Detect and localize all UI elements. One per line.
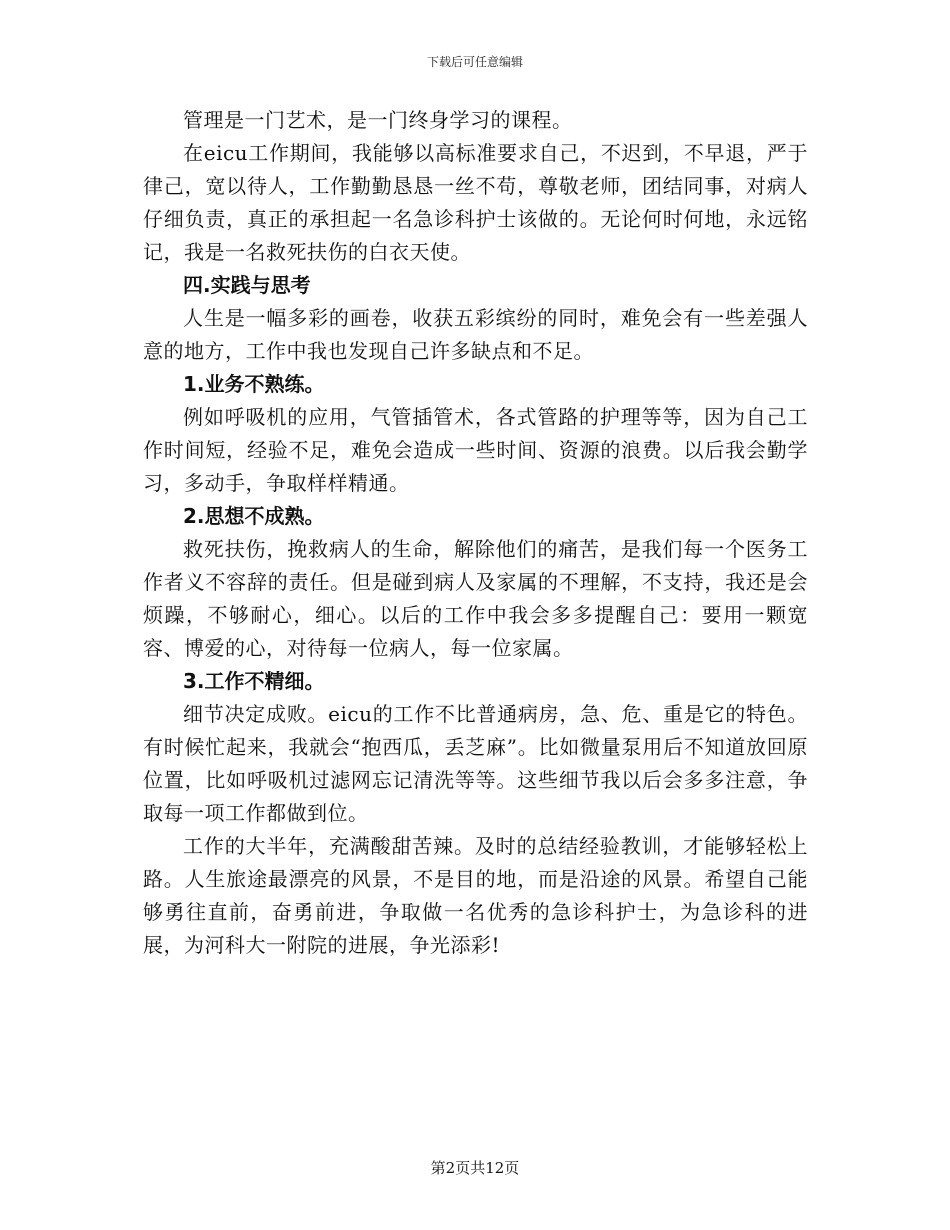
paragraph-rescue: 救死扶伤，挽救病人的生命，解除他们的痛苦，是我们每一个医务工作者义不容辞的责任。但是碰到病人及家属的不理解，不支持，我还是会烦躁，不够耐心，细心。以后的工作中我会多多提醒自己：要用一颗宽容、博爱的心，对待每一位病人，每一位家属。 (143, 537, 808, 660)
document-body (143, 104, 808, 962)
paragraph-management: 管理是一门艺术，是一门终身学习的课程。 (183, 108, 573, 132)
paragraph-details: 细节决定成败。eicu的工作不比普通病房，急、危、重是它的特色。有时候忙起来，我就会“抱西瓜，丢芝麻”。比如微量泵用后不知道放回原位置，比如呼吸机过滤网忘记清洗等等。这些细节我以后会多多注意，争取每一项工作都做到位。 (143, 702, 808, 825)
subheading-detail: 3.工作不精细。 (183, 669, 325, 693)
subheading-business: 1.业务不熟练。 (183, 372, 325, 396)
paragraph-eicu-work: 在eicu工作期间，我能够以高标准要求自己，不迟到，不早退，严于律己，宽以待人，工作勤勤恳恳一丝不苟，尊敬老师，团结同事，对病人仔细负责，真正的承担起一名急诊科护士该做的。无论何时何地，永远铭记，我是一名救死扶伤的白衣天使。 (143, 141, 808, 264)
subheading-thinking: 2.思想不成熟。 (183, 504, 325, 528)
paragraph-summary: 工作的大半年，充满酸甜苦辣。及时的总结经验教训，才能够轻松上路。人生旅途最漂亮的风景，不是目的地，而是沿途的风景。希望自己能够勇往直前，奋勇前进，争取做一名优秀的急诊科护士，为急诊科的进展，为河科大一附院的进展，争光添彩! (143, 834, 808, 957)
header-note: 下载后可任意编辑 (426, 55, 523, 69)
page-number: 第2页共12页 (430, 1159, 520, 1177)
paragraph-life-canvas: 人生是一幅多彩的画卷，收获五彩缤纷的同时，难免会有一些差强人意的地方，工作中我也发现自己许多缺点和不足。 (143, 306, 808, 363)
section-heading-practice: 四.实践与思考 (183, 273, 311, 297)
paragraph-ventilator: 例如呼吸机的应用，气管插管术，各式管路的护理等等，因为自己工作时间短，经验不足，难免会造成一些时间、资源的浪费。以后我会勤学习，多动手，争取样样精通。 (143, 405, 808, 495)
